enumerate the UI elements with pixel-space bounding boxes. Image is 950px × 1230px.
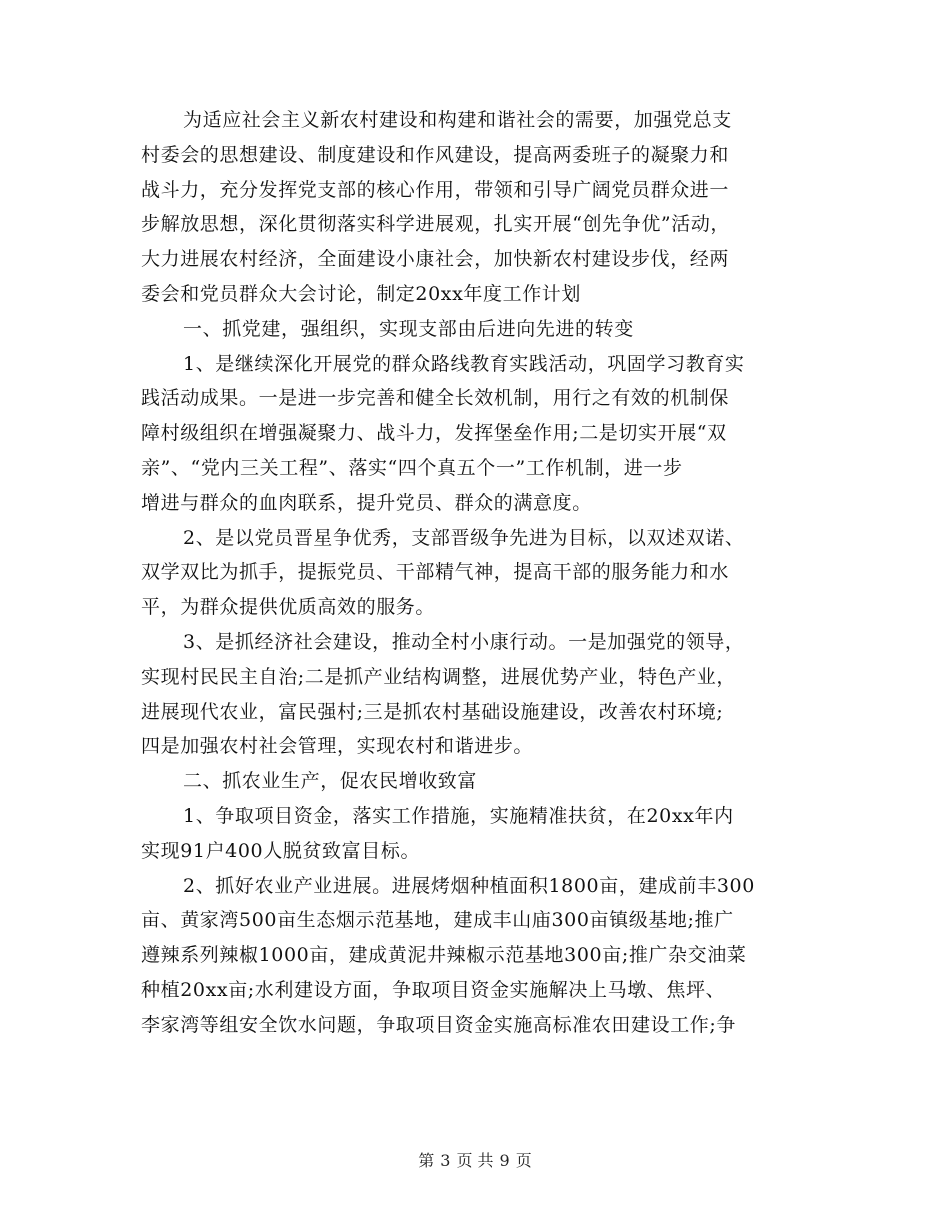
paragraph-line: 进展现代农业，富民强村;三是抓农村基础设施建设，改善农村环境; xyxy=(141,700,724,723)
section-heading: 一、抓党建，强组织，实现支部由后进向先进的转变 xyxy=(183,317,634,340)
footer-suffix: 页 xyxy=(515,1151,532,1170)
paragraph-line: 步解放思想，深化贯彻落实科学进展观，扎实开展“创先争优”活动， xyxy=(141,213,731,236)
document-body xyxy=(141,103,821,1043)
section-heading: 二、抓农业生产，促农民增收致富 xyxy=(183,770,478,793)
paragraph-line: 遵辣系列辣椒1000亩，建成黄泥井辣椒示范基地300亩;推广杂交油菜 xyxy=(141,944,747,967)
paragraph-line: 3、是抓经济社会建设，推动全村小康行动。一是加强党的领导， xyxy=(183,630,745,653)
paragraph-line: 实现村民民主自治;二是抓产业结构调整，进展优势产业，特色产业， xyxy=(141,665,737,688)
page-current-number: 3 xyxy=(440,1151,451,1170)
page-total-number: 9 xyxy=(499,1151,510,1170)
paragraph-line: 增进与群众的血肉联系，提升党员、群众的满意度。 xyxy=(141,491,592,514)
paragraph-line: 实现91户400人脱贫致富目标。 xyxy=(141,839,421,862)
footer-middle: 页 共 xyxy=(456,1151,494,1170)
paragraph-line: 1、是继续深化开展党的群众路线教育实践活动，巩固学习教育实 xyxy=(183,352,745,375)
paragraph-line: 践活动成果。一是进一步完善和健全长效机制，用行之有效的机制保 xyxy=(141,387,730,410)
paragraph-line: 战斗力，充分发挥党支部的核心作用，带领和引导广阔党员群众进一 xyxy=(141,178,730,201)
paragraph-line: 李家湾等组安全饮水问题，争取项目资金实施高标准农田建设工作;争 xyxy=(141,1013,737,1036)
paragraph-line: 委会和党员群众大会讨论，制定20xx年度工作计划 xyxy=(141,282,582,305)
paragraph-line: 种植20xx亩;水利建设方面，争取项目资金实施解决上马墩、焦坪、 xyxy=(141,978,726,1001)
paragraph-line: 为适应社会主义新农村建设和构建和谐社会的需要，加强党总支 xyxy=(183,109,732,131)
paragraph-line: 2、是以党员晋星争优秀，支部晋级争先进为目标，以双述双诺、 xyxy=(183,526,745,549)
paragraph-line: 双学双比为抓手，提振党员、干部精气神，提高干部的服务能力和水 xyxy=(141,561,730,584)
paragraph-line: 四是加强农村社会管理，实现农村和谐进步。 xyxy=(141,735,534,758)
paragraph-line: 村委会的思想建设、制度建设和作风建设，提高两委班子的凝聚力和 xyxy=(141,143,730,166)
footer-prefix: 第 xyxy=(418,1151,435,1170)
paragraph-line: 平，为群众提供优质高效的服务。 xyxy=(141,596,436,619)
paragraph-line: 2、抓好农业产业进展。进展烤烟种植面积1800亩，建成前丰300 xyxy=(183,874,755,897)
paragraph-line: 亩、黄家湾500亩生态烟示范基地，建成丰山庙300亩镇级基地;推广 xyxy=(141,909,734,932)
paragraph-line: 1、争取项目资金，落实工作措施，实施精准扶贫，在20xx年内 xyxy=(183,804,734,827)
paragraph-line: 亲”、“党内三关工程”、落实“四个真五个一”工作机制，进一步 xyxy=(141,456,683,479)
paragraph-line: 障村级组织在增强凝聚力、战斗力，发挥堡垒作用;二是切实开展“双 xyxy=(141,422,727,445)
page-footer xyxy=(0,1148,950,1171)
paragraph-line: 大力进展农村经济，全面建设小康社会，加快新农村建设步伐，经两 xyxy=(141,248,730,271)
